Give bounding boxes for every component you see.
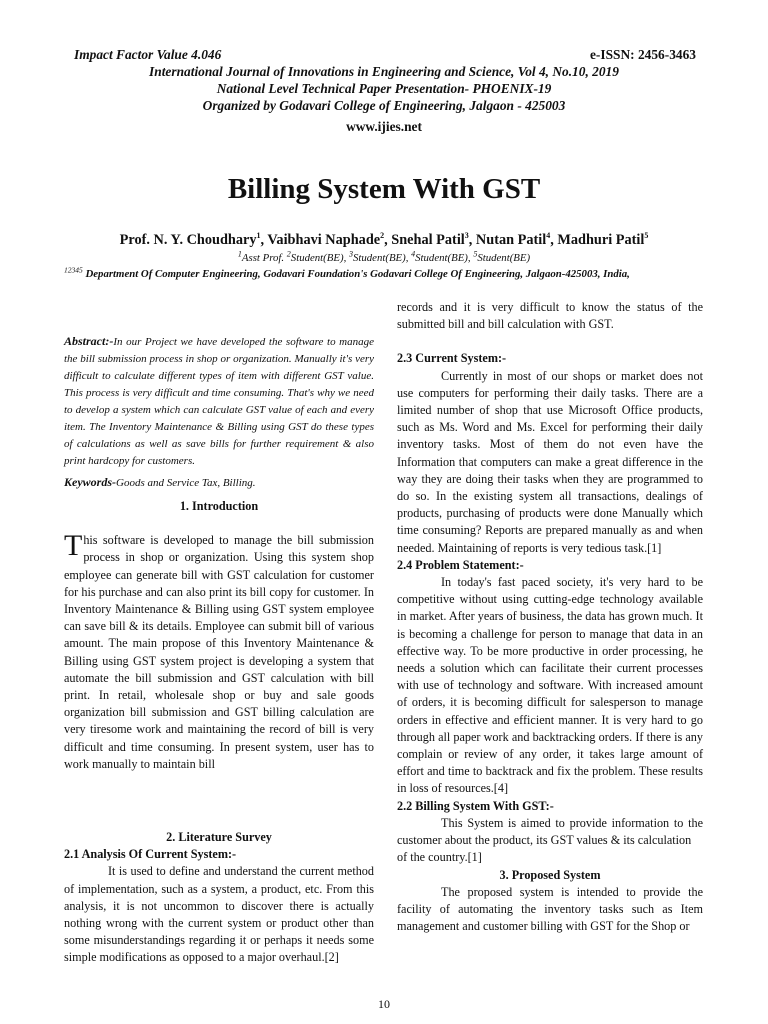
role: Student(BE) xyxy=(477,252,531,264)
author-name: Nutan Patil xyxy=(475,232,547,248)
role-index: 5 xyxy=(473,249,478,259)
role-index: 3 xyxy=(348,249,353,259)
author-roles xyxy=(0,249,768,264)
introduction-text: his software is developed to manage the bill submission process in shop or organization. Using this system shop employee can generate bill with GST calculation for customer for his purchase and can also print its bill copy for customer. In Inventory Maintenance & Billing using GST system employee can save bill & its details. Employee can submit bill of various amount. The main propose of this Inventory Maintenance & Billing using GST system project is developing a system that automate the bill submission and GST calculation with bill print. In retail, wholesale shop or buy and sale goods organization bill submission and GST billing calculation are very tiresome work and maintaining the record of bill is very difficult and time consuming. In present system, user has to work manually to maintain bill xyxy=(64,533,374,771)
introduction-paragraph xyxy=(64,529,374,773)
left-column xyxy=(64,333,374,773)
organizer: Organized by Godavari College of Engineering, Jalgaon - 425003 xyxy=(202,98,566,113)
role-index: 1 xyxy=(237,249,242,259)
subsection-text-2-2a: This System is aimed to provide information to the customer about the product, its GST values & its calculation xyxy=(397,815,703,848)
author-name: Vaibhavi Naphade xyxy=(267,232,381,248)
left-column-lower xyxy=(64,829,374,967)
right-column xyxy=(397,299,703,935)
section-heading-proposed: 3. Proposed System xyxy=(499,867,601,882)
keywords-label: Keywords- xyxy=(64,475,116,489)
subsection-heading-2-1: 2.1 Analysis Of Current System:- xyxy=(64,847,237,862)
section-heading-introduction: 1. Introduction xyxy=(179,499,259,513)
journal-name: International Journal of Innovations in Engineering and Science, Vol 4, No.10, 2019 xyxy=(149,64,619,79)
conference-name: National Level Technical Paper Presentation- PHOENIX-19 xyxy=(216,81,552,96)
subsection-heading-2-4: 2.4 Problem Statement:- xyxy=(397,557,524,572)
dept-index: 12345 xyxy=(64,265,83,275)
subsection-heading-2-3: 2.3 Current System:- xyxy=(397,351,507,366)
author-name: Prof. N. Y. Choudhary xyxy=(119,232,257,248)
author-index: 2 xyxy=(380,231,385,241)
keywords xyxy=(64,474,374,492)
subsection-heading-2-2: 2.2 Billing System With GST:- xyxy=(397,798,554,813)
subsection-text-2-3: Currently in most of our shops or market does not use computers for performing their daily tasks. There are a limited number of shop that use Microsoft Office products, such as Ms. Word and Ms. Excel for performing their daily inventory tasks. Most of them do not even have the Information that computers can make a great difference in the way they are doing their tasks when they are programmed to do so. In the existing system all transactions, dealings of products, purchasing of products were done Manually which time consuming? Reports are prepared manually as and when needed. Maintaining of reports is very tedious task.[1] xyxy=(397,368,703,555)
role-index: 2 xyxy=(286,249,291,259)
author-index: 4 xyxy=(546,231,551,241)
keywords-text: Goods and Service Tax, Billing. xyxy=(116,477,256,489)
subsection-text-2-4: In today's fast paced society, it's very hard to be competitive without using cutting-edge technology available in market. After years of business, the data has grown much. It is becoming a challenge for person to manage that data in an effective way. To be more productive in order processing, he needs a solution which can facilitate their current processes with use of technology and software. With increased amount of orders, it is becoming difficult for salesperson to manage orders in effective and efficient manner. It is very hard to go through all paper work and backtracking orders. If there is any complain or review of any order, it takes large amount of effort and time to backtrack and fix the problem. These results in loss of resources.[4] xyxy=(397,575,703,796)
subsection-text-2-1: It is used to define and understand the current method of implementation, such as a system, a product, etc. From this analysis, it is not uncommon to discover there is actually nothing wrong with the current system or product other than some misunderstandings regarding it or perhaps it needs some simple modifications as opposed to a major overhaul.[2] xyxy=(64,864,374,965)
department-affiliation xyxy=(64,265,714,280)
role: Asst Prof. xyxy=(241,252,287,264)
abstract-text: In our Project we have developed the software to manage the bill submission process in shop or organization. Manually it's very difficult to calculate different types of item with different GST value. This process is very difficult and time consuming. That's why we need to develop a system which can calculate GST value of each and every item. The Inventory Maintenance & Billing using GST do these types of calculations as well as save bills for further requirement & also print hardcopy for customers. xyxy=(64,336,374,467)
continued-text: records and it is very difficult to know the status of the submitted bill and bill calculation with GST. xyxy=(397,300,703,332)
page-number: 10 xyxy=(378,997,390,1011)
section-heading-literature: 2. Literature Survey xyxy=(166,830,272,844)
drop-cap: T xyxy=(64,529,83,563)
section-text-proposed: The proposed system is intended to provide the facility of automating the inventory tasks such as Item management and customer billing with GST for the Shop or xyxy=(397,884,703,934)
author-name: Madhuri Patil xyxy=(557,232,645,248)
author-name: Snehal Patil xyxy=(391,232,465,248)
dept-text: Department Of Computer Engineering, Godavari Foundation's Godavari College Of Engineering, Jalgaon-425003, India, xyxy=(85,268,630,280)
abstract xyxy=(64,333,374,470)
subsection-text-2-2b: of the country.[1] xyxy=(397,850,482,865)
author-index: 1 xyxy=(256,231,261,241)
role: Student(BE), xyxy=(415,252,474,264)
role: Student(BE), xyxy=(290,252,349,264)
role: Student(BE), xyxy=(352,252,412,264)
journal-website: www.ijies.net xyxy=(346,119,422,134)
impact-factor: Impact Factor Value 4.046 xyxy=(74,47,222,62)
abstract-label: Abstract:- xyxy=(64,334,114,348)
author-list: Prof. N. Y. Choudhary$^1$, Vaibhavi Naphade$^2$, Snehal Patil$^3$, Nutan Patil$^4$, Madhuri Patil$^5$ xyxy=(119,231,649,248)
role-index: 4 xyxy=(411,249,416,259)
author-index: 5 xyxy=(644,231,649,241)
author-index: 3 xyxy=(464,231,469,241)
paper-title: Billing System With GST xyxy=(227,173,541,205)
issn: e-ISSN: 2456-3463 xyxy=(589,47,696,62)
